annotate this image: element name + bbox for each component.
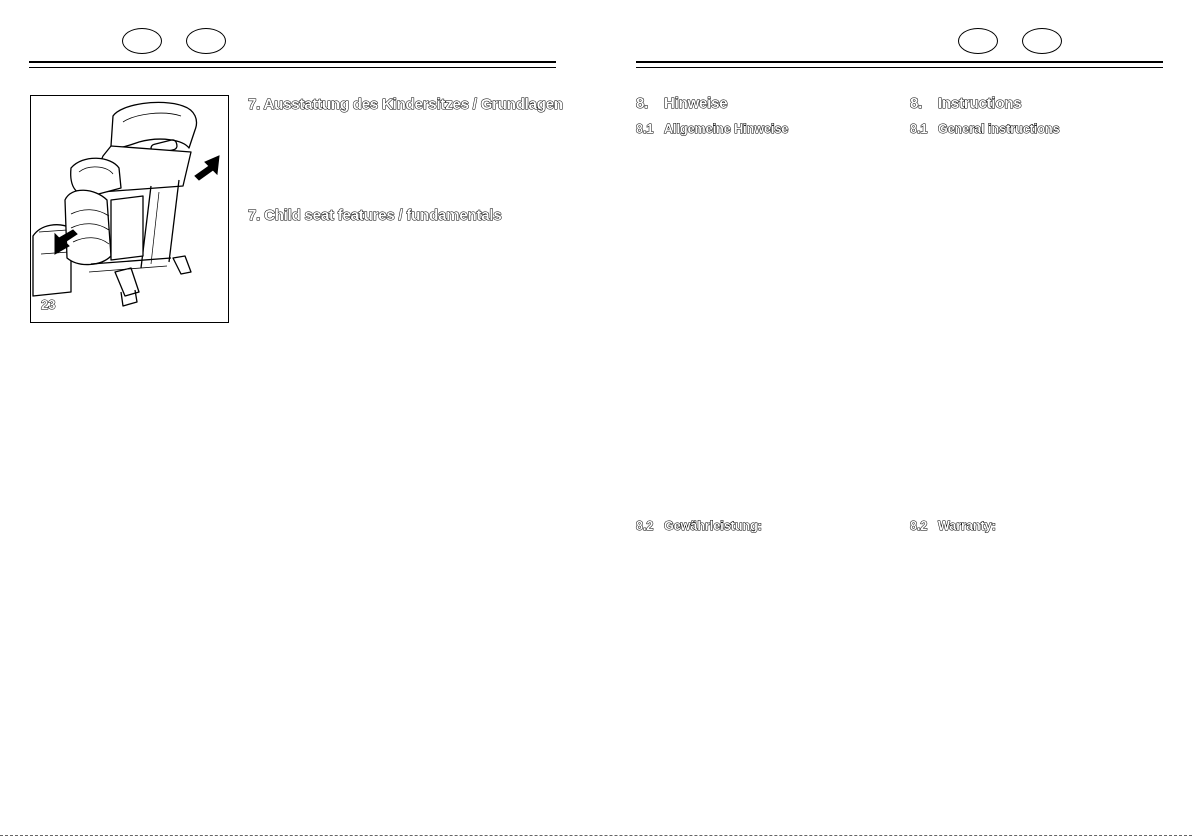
figure-23 <box>30 95 229 323</box>
section-number: 8. <box>910 95 923 112</box>
subsection-number: 8.2 <box>636 519 654 533</box>
subsection-title: Allgemeine Hinweise <box>664 122 789 136</box>
subsection-number: 8.1 <box>636 122 654 136</box>
section-title: Instructions <box>938 95 1022 112</box>
subsection-title: Warranty: <box>938 519 996 533</box>
figure-number: 23 <box>41 297 56 312</box>
language-badge-de-left <box>122 28 162 54</box>
language-badge-gb-right <box>1022 28 1062 54</box>
language-badge-de-right <box>958 28 998 54</box>
heading-8-1-de <box>636 122 788 136</box>
page-bottom-edge <box>0 835 1192 836</box>
heading-section-8-de <box>636 95 727 112</box>
heading-8-1-en <box>910 122 1060 136</box>
header-rule-left-thin <box>29 67 556 68</box>
heading-section-7-de: 7. Ausstattung des Kindersitzes / Grundlagen <box>248 96 563 113</box>
section-number: 8. <box>636 95 649 112</box>
subsection-title: General instructions <box>938 122 1060 136</box>
child-seat-illustration <box>31 96 228 322</box>
heading-section-8-en <box>910 95 1021 112</box>
header-rule-left <box>29 61 556 63</box>
section-title: Hinweise <box>664 95 728 112</box>
header-rule-right <box>636 61 1163 63</box>
subsection-title: Gewährleistung: <box>664 519 762 533</box>
header-rule-right-thin <box>636 67 1163 68</box>
subsection-number: 8.1 <box>910 122 928 136</box>
language-badge-gb-left <box>186 28 226 54</box>
subsection-number: 8.2 <box>910 519 928 533</box>
heading-section-7-en: 7. Child seat features / fundamentals <box>248 207 502 224</box>
heading-8-2-de <box>636 519 762 533</box>
heading-8-2-en <box>910 519 996 533</box>
